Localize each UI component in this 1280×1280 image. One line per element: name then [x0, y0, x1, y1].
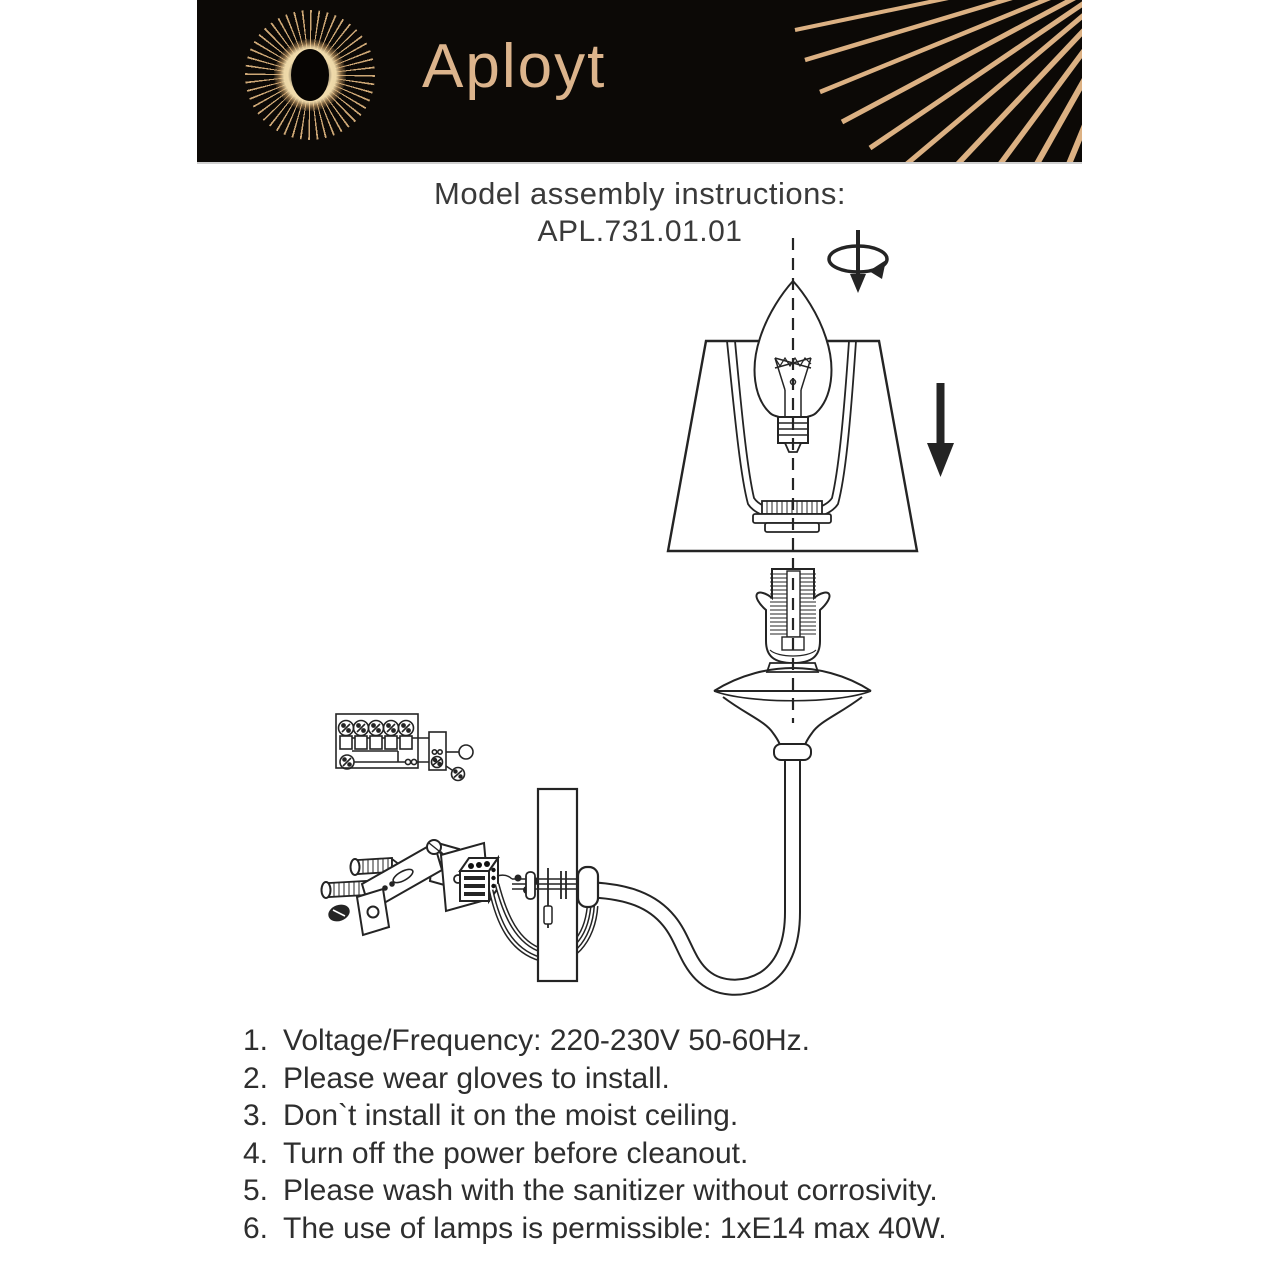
- instruction-item: [243, 1060, 1143, 1098]
- lamp-arm: [594, 758, 793, 987]
- instructions-list: [243, 1022, 1143, 1248]
- wiring-diagram: [336, 714, 473, 781]
- instruction-item: [243, 1097, 1143, 1135]
- terminal-screws: [339, 721, 414, 736]
- dome-screw: [327, 903, 351, 923]
- wall-plate: [538, 789, 577, 981]
- model-number: APL.731.01.01: [537, 215, 743, 248]
- instruction-item: [243, 1135, 1143, 1173]
- wire-loop: [459, 745, 473, 759]
- instruction-text: The use of lamps is permissible: 1xE14 max 40W.: [283, 1211, 947, 1245]
- instruction-number: 1.: [243, 1024, 269, 1057]
- instruction-text: Voltage/Frequency: 220-230V 50-60Hz.: [283, 1024, 811, 1057]
- instruction-number: 3.: [243, 1099, 269, 1133]
- collar-ring: [774, 744, 811, 760]
- instruction-number: 4.: [243, 1136, 269, 1170]
- page-title: Model assembly instructions:: [434, 176, 846, 211]
- instruction-text: Please wash with the sanitizer without corrosivity.: [283, 1174, 938, 1208]
- brand-name: Aployt: [422, 32, 607, 101]
- instruction-number: 5.: [243, 1174, 269, 1208]
- rotation-arrow-icon: [829, 230, 887, 293]
- instruction-item: [243, 1172, 1143, 1210]
- instruction-number: 2.: [243, 1061, 269, 1095]
- instruction-item: [243, 1210, 1143, 1248]
- down-arrow-icon: [927, 383, 954, 477]
- instruction-text: Don`t install it on the moist ceiling.: [283, 1099, 739, 1133]
- instruction-item: [243, 1022, 1143, 1060]
- instruction-number: 6.: [243, 1211, 269, 1245]
- instruction-text: Please wear gloves to install.: [283, 1061, 670, 1095]
- instruction-text: Turn off the power before cleanout.: [283, 1136, 749, 1170]
- arm-connector: [578, 867, 598, 907]
